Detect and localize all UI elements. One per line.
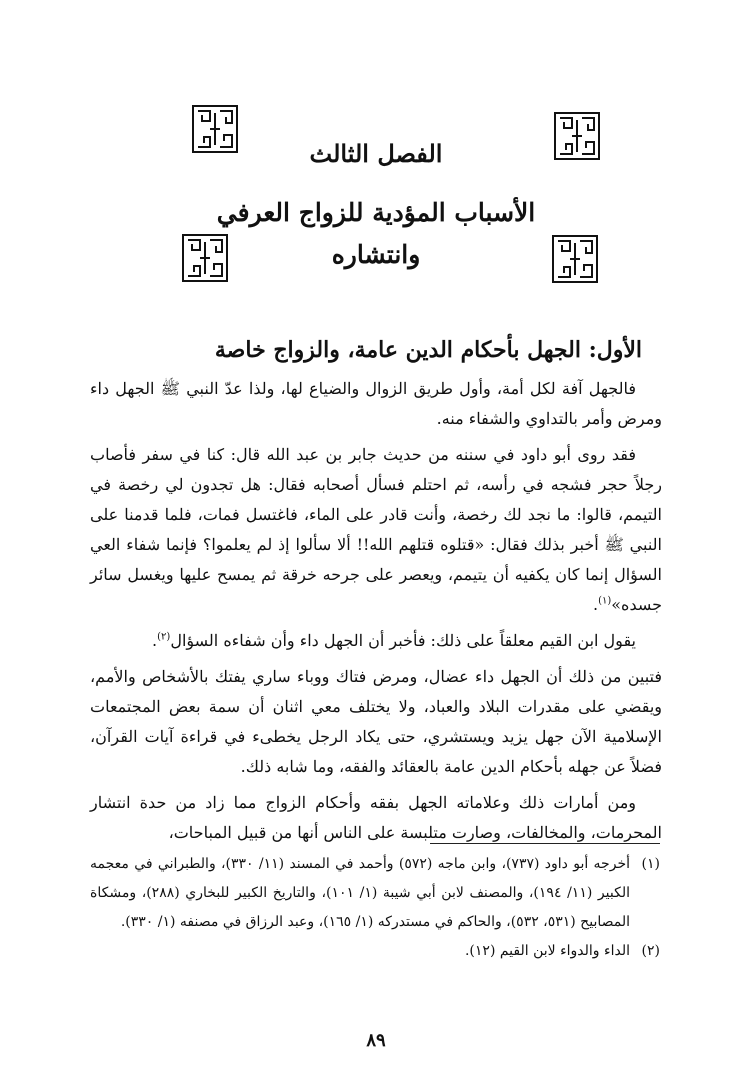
footnotes xyxy=(90,850,660,966)
footnote-number: (٢) xyxy=(641,943,660,959)
paragraph xyxy=(90,374,662,434)
footnote-marker[interactable]: (١) xyxy=(598,595,612,607)
paragraph: فقد روى أبو داود في سننه من حديث جابر بن عبد الله قال: كنا في سفر فأصاب رجلاً حجر فشجه في رأسه، ثم احتلم فسأل أصحابه فقال: هل تجدون لي رخصة في التيمم، قالوا: ما نجد لك رخصة، وأنت قادر على الماء، فاغتسل فمات، فلما قدمنا على النبي ﷺ أخبر بذلك فقال: «قتلوه قتلهم الله!! ألا سألوا إذ لم يعلموا؟ فإنما شفاء العي السؤال إنما كان يكفيه أن يتيمم، ويعصر على جرحه خرقة ثم يمسح عليها ويغسل سائر جسده»$^{(١)}$. xyxy=(90,445,662,614)
body-text xyxy=(90,374,662,854)
footnote-text: أخرجه أبو داود (٧٣٧)، وابن ماجه (٥٧٢) وأحمد في المسند (١١/ ٣٣٠)، والطبراني في معجمه الكبير (١١/ ١٩٤)، والمصنف لابن أبي شيبة (١/ ١٠١)، والتاريخ الكبير للبخاري (٢٨٨)، ومشكاة المصابيح (٥٣١، ٥٣٢)، والحاكم في مستدركه (١/ ١٦٥)، وعبد الرزاق في مصنفه (١/ ٣٣٠). xyxy=(90,856,630,930)
topic-title-line-2: وانتشاره xyxy=(331,240,421,269)
paragraph: يقول ابن القيم معلقاً على ذلك: فأخبر أن الجهل داء وأن شفاءه السؤال$^{(٢)}$. xyxy=(152,631,636,650)
footnote-separator xyxy=(430,843,660,844)
chapter-title: الفصل الثالث xyxy=(309,139,443,168)
footnote-number: (١) xyxy=(641,856,660,872)
page-number: ٨٩ xyxy=(366,1030,386,1051)
paragraph-text: فقد روى أبو داود في سننه من حديث جابر بن عبد الله قال: كنا في سفر فأصاب رجلاً حجر فشجه في رأسه، ثم احتلم فسأل أصحابه فقال: هل تجدون لي رخصة في التيمم، قالوا: ما نجد لك رخصة، وأنت قادر على الماء، فاغتسل فمات، فلما قدمنا على النبي ﷺ أخبر بذلك فقال: «قتلوه قتلهم الله!! ألا سألوا إذ لم يعلموا؟ فإنما شفاء العي السؤال إنما كان يكفيه أن يتيمم، ويعصر على جرحه خرقة ثم يمسح عليها ويغسل سائر جسده» xyxy=(90,445,662,614)
footnote-item xyxy=(90,937,660,966)
section-heading: الأول: الجهل بأحكام الدين عامة، والزواج خاصة xyxy=(214,337,642,363)
footnote-marker[interactable]: (٢) xyxy=(157,631,171,643)
paragraph xyxy=(90,662,662,782)
topic-title xyxy=(0,192,752,276)
paragraph xyxy=(90,788,662,848)
paragraph-text: يقول ابن القيم معلقاً على ذلك: فأخبر أن الجهل داء وأن شفاءه السؤال xyxy=(170,631,636,650)
paragraph-text: ومن أمارات ذلك وعلاماته الجهل بفقه وأحكام الزواج مما زاد من حدة انتشار المحرمات، والمخالفات، وصارت متلبسة على الناس أنها من قبيل المباحات، xyxy=(90,793,662,842)
footnote-item xyxy=(90,850,660,937)
paragraph-text: فتبين من ذلك أن الجهل داء عضال، ومرض فتاك ووباء ساري يفتك بالأشخاص والأمم، ويقضي على مقدرات البلاد والعباد، ولا يختلف معي اثنان أن سمة بعض المجتمعات الإسلامية الآن جهل يزيد ويستشري، حتى يكاد الرجل يخطىء في قراءة آيات القرآن، فضلاً عن جهله بأحكام الدين عامة بالعقائد والفقه، وما شابه ذلك. xyxy=(90,667,662,776)
paragraph-text: فالجهل آفة لكل أمة، وأول طريق الزوال والضياع لها، ولذا عدّ النبي ﷺ الجهل داء ومرض وأمر بالتداوي والشفاء منه. xyxy=(90,379,662,428)
footnote-text: الداء والدواء لابن القيم (١٢). xyxy=(464,943,630,959)
topic-title-line-1: الأسباب المؤدية للزواج العرفي xyxy=(216,198,536,227)
